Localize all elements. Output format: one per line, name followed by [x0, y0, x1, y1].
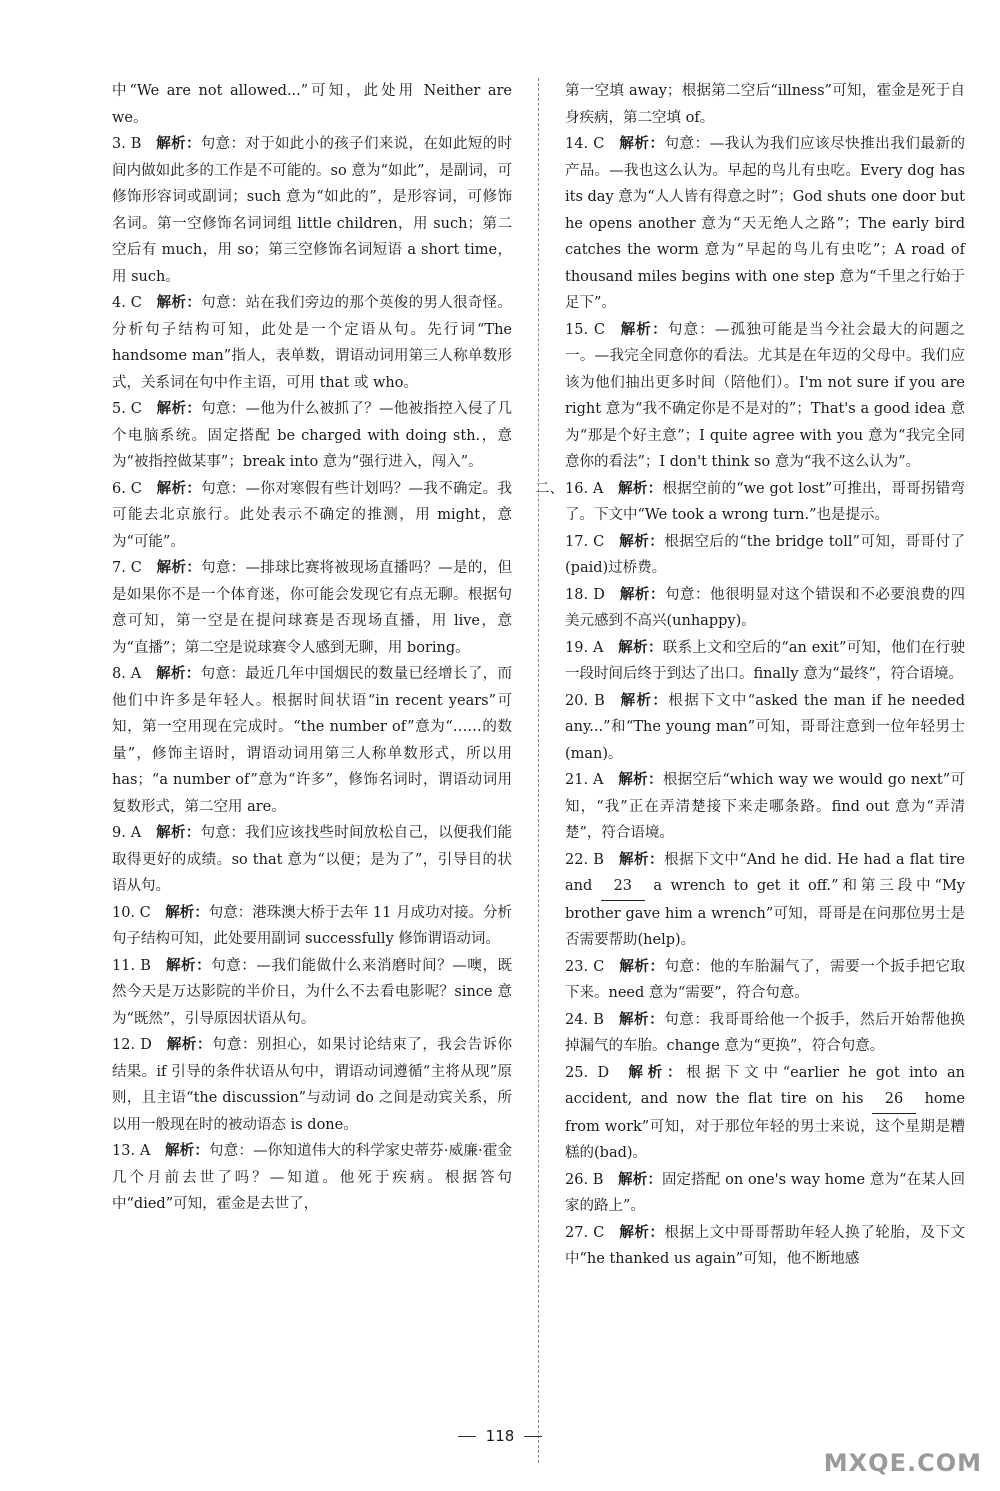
analysis-label: 解析：	[619, 320, 668, 338]
answer-text: 中“We are not allowed...”可知，此处用 Neither are we。	[112, 83, 512, 126]
page-number-dash-left	[458, 1436, 476, 1437]
answer-number: 23. C	[565, 958, 605, 975]
answer-number: 10. C	[112, 904, 151, 921]
answer-item	[112, 900, 512, 953]
answer-item	[565, 529, 965, 582]
answer-text: 句意：—孤独可能是当今社会最大的问题之一。—我完全同意你的看法。尤其是在年迈的父母中。我们应该为他们抽出更多时间（陪他们）。I'm not sure if you are right 意为“我不确定你是不是对的”；That's a good idea 意为“那是个好主意”；I quite agree with you 意为“我完全同意你的看法”；I don't think so 意为“我不这么认为”。	[565, 321, 966, 470]
page-number-value: 118	[485, 1427, 515, 1445]
analysis-label: 解析：	[618, 850, 665, 868]
answer-text: 句意：—排球比赛将被现场直播吗？—是的，但是如果你不是一个体育迷，你可能会发现它有点无聊。根据句意可知，第一空是在提问球赛是否现场直播，用 live，意为“直播”；第二空是说球赛令人感到无聊，用 boring。	[112, 560, 513, 656]
answer-number: 24. B	[565, 1011, 604, 1028]
answer-item	[565, 1007, 965, 1060]
answer-number: 18. D	[565, 586, 605, 603]
analysis-label: 解析：	[155, 665, 201, 682]
answer-number: 6. C	[112, 480, 142, 497]
answer-text: 句意：—我认为我们应该尽快推出我们最新的产品。—我也这么认为。早起的鸟儿有虫吃。Every dog has its day 意为“人人皆有得意之时”；God shuts one door but he opens another 意为“天无绝人之路”；The early bird catches the worm 意为“早起的鸟儿有虫吃”；A road of thousand miles begins with one step 意为“千里之行始于足下”。	[565, 136, 966, 311]
analysis-label: 解析：	[156, 294, 202, 311]
answer-text: 句意：他很明显对这个错误和不必要浪费的四美元感到不高兴(unhappy)。	[565, 586, 966, 629]
answer-item	[565, 767, 965, 847]
answer-item	[565, 131, 965, 317]
answer-item	[112, 396, 512, 476]
analysis-label: 解析：	[617, 771, 663, 788]
answer-item	[565, 688, 965, 768]
answer-text: 第一空填 away；根据第二空后“illness”可知，霍金是死于自身疾病，第二空填 of。	[565, 83, 965, 126]
answer-item	[535, 476, 966, 529]
analysis-label: 解析：	[156, 400, 202, 417]
answer-number: 15. C	[565, 321, 605, 338]
answer-text: 根据空后的“the bridge toll”可知，哥哥付了(paid)过桥费。	[565, 533, 966, 576]
answer-text: 根据下文中“And he did. He had a flat tire and	[565, 851, 966, 894]
analysis-label: 解析：	[155, 135, 201, 152]
answer-text: 联系上文和空后的“an exit”可知，他们在行驶一段时间后终于到达了出口。finally 意为“最终”，符合语境。	[565, 639, 965, 682]
answer-number: 27. C	[565, 1224, 605, 1241]
analysis-label: 解析：	[619, 585, 665, 603]
answer-number: 12. D	[112, 1037, 152, 1053]
answer-item	[112, 820, 512, 900]
answer-number: 19. A	[565, 639, 604, 656]
answer-text: 句意：站在我们旁边的那个英俊的男人很奇怪。分析句子结构可知，此处是一个定语从句。先行词“The handsome man”指人，表单数，谓语动词用第三人称单数形式，关系词在句中作主语，可用 that 或 who。	[112, 295, 513, 391]
answer-item	[565, 1167, 965, 1220]
analysis-label: 解析：	[617, 479, 663, 497]
answer-number: 7. C	[112, 560, 142, 576]
answer-item	[565, 847, 965, 954]
answer-number: 25. D	[565, 1064, 610, 1081]
answer-number: 5. C	[112, 401, 142, 417]
analysis-label: 解析：	[156, 559, 202, 576]
analysis-label: 解析：	[165, 903, 209, 921]
blank-number: 23	[601, 873, 645, 901]
answer-text-continued: a wrench to get it off.”和第三段中“My brother gave him a wrench”可知，哥哥是在问那位男士是否需要帮助(help)。	[565, 878, 966, 948]
answer-item	[565, 317, 965, 476]
answer-number: 8. A	[112, 666, 142, 682]
answer-text: 句意：别担心，如果讨论结束了，我会告诉你结果。if 引导的条件状语从句中，谓语动词遵循“主将从现”原则，且主语“the discussion”与动词 do 之间是动宾关系，所以用一般现在时的被动语态 is done。	[112, 1037, 513, 1133]
answer-text: 句意：他的车胎漏气了，需要一个扳手把它取下来。need 意为“需要”，符合句意。	[565, 958, 966, 1001]
analysis-label: 解析：	[166, 1036, 212, 1053]
answer-text: 根据下文中“asked the man if he needed any...”和“The young man”可知，哥哥注意到一位年轻男士(man)。	[565, 692, 966, 762]
analysis-label: 解析：	[164, 1142, 210, 1159]
answer-continuation	[565, 78, 965, 131]
page-number	[0, 1427, 1000, 1445]
analysis-label: 解析：	[156, 479, 202, 497]
analysis-label: 解析：	[618, 1010, 665, 1028]
answer-text: 句意：—他为什么被抓了？—他被指控入侵了几个电脑系统。固定搭配 be charged with doing sth.，意为“被指控做某事”；break into 意为“强行进入，闯入”。	[112, 401, 513, 470]
answer-text: 根据下文中“earlier he got into an accident, and now the flat tire on his	[565, 1064, 966, 1107]
right-column	[535, 78, 966, 1273]
answer-item	[112, 1138, 512, 1218]
answer-item	[112, 953, 512, 1033]
analysis-label: 解析：	[165, 956, 212, 974]
analysis-label: 解析：	[617, 1170, 662, 1188]
analysis-label: 解析：	[619, 691, 669, 709]
answer-item	[112, 476, 512, 556]
answer-text: 句意：最近几年中国烟民的数量已经增长了，而他们中许多是年轻人。根据时间状语“in recent years”可知，第一空用现在完成时。“the number of”意为“……的数量”，修饰主语时，谓语动词用第三人称单数形式，所以用 has；“a number of”意为“许多”，修饰名词时，谓语动词用复数形式，第二空用 are。	[112, 666, 513, 815]
answer-item	[112, 1032, 512, 1138]
analysis-label: 解析：	[623, 1063, 687, 1081]
answer-text: 根据上文中哥哥帮助年轻人换了轮胎，及下文中“he thanked us again”可知，他不断地感	[565, 1224, 966, 1267]
page-number-dash-right	[524, 1436, 542, 1437]
blank-number: 26	[872, 1086, 916, 1114]
analysis-label: 解析：	[618, 532, 665, 550]
answer-item	[565, 954, 965, 1007]
watermark-logo: MXQE.COM	[823, 1449, 982, 1477]
answer-number: 13. A	[112, 1143, 151, 1159]
answer-continuation	[112, 78, 512, 131]
answer-number: 9. A	[112, 825, 142, 841]
answer-text: 句意：—你对寒假有些计划吗？—我不确定。我可能去北京旅行。此处表示不确定的推测，用 might，意为“可能”。	[112, 480, 513, 550]
answer-text: 根据空前的“we got lost”可推出，哥哥拐错弯了。下文中“We took a wrong turn.”也是提示。	[565, 480, 966, 523]
answer-item	[565, 582, 965, 635]
answer-number: 22. B	[565, 851, 604, 868]
analysis-label: 解析：	[155, 824, 201, 841]
answer-number: 21. A	[565, 772, 604, 788]
answer-text: 句意：对于如此小的孩子们来说，在如此短的时间内做如此多的工作是不可能的。so 意为“如此”，是副词，可修饰形容词或副词；such 意为“如此的”，是形容词，可修饰名词。第一空修饰名词词组 little children，用 such；第二空后有 much，用 so；第三空修饰名词短语 a short time，用 such。	[112, 136, 512, 285]
answer-number: 17. C	[565, 533, 605, 550]
answer-item	[565, 1060, 965, 1167]
answer-number: 4. C	[112, 295, 142, 311]
answer-item	[112, 290, 512, 396]
left-column	[112, 78, 512, 1218]
answer-text: 句意：—我们能做什么来消磨时间？—噢，既然今天是万达影院的半价日，为什么不去看电影呢？since 意为“既然”，引导原因状语从句。	[112, 957, 513, 1027]
analysis-label: 解析：	[618, 957, 665, 975]
answer-item	[112, 661, 512, 820]
answer-text: 句意：我们应该找些时间放松自己，以便我们能取得更好的成绩。so that 意为“以便；是为了”，引导目的状语从句。	[112, 825, 513, 894]
answer-text: 固定搭配 on one's way home 意为“在某人回家的路上”。	[565, 1171, 966, 1214]
answer-text: 根据空后“which way we would go next”可知，“我”正在弄清楚接下来走哪条路。find out 意为“弄清楚”，符合语境。	[565, 772, 966, 841]
answer-text: 句意：我哥哥给他一个扳手，然后开始帮他换掉漏气的车胎。change 意为“更换”，符合句意。	[565, 1011, 966, 1054]
answer-item	[112, 555, 512, 661]
answer-item	[565, 635, 965, 688]
answer-text-continued: home from work”可知，对于那位年轻的男士来说，这个星期是糟糕的(bad)。	[565, 1091, 965, 1161]
analysis-label: 解析：	[618, 135, 665, 152]
column-divider	[538, 78, 539, 1463]
section-marker: 二、	[535, 480, 564, 497]
answer-number: 3. B	[112, 136, 142, 152]
analysis-label: 解析：	[617, 638, 663, 656]
answer-number: 14. C	[565, 136, 605, 152]
answer-number: 11. B	[112, 957, 151, 974]
answer-item	[565, 1220, 965, 1273]
answer-number: 16. A	[565, 480, 604, 497]
analysis-label: 解析：	[618, 1223, 665, 1241]
answer-text: 句意：港珠澳大桥于去年 11 月成功对接。分析句子结构可知，此处要用副词 successfully 修饰谓语动词。	[112, 904, 513, 947]
answer-number: 20. B	[565, 692, 605, 709]
answer-number: 26. B	[565, 1171, 604, 1188]
answer-text: 句意：—你知道伟大的科学家史蒂芬·威廉·霍金几个月前去世了吗？—知道。他死于疾病。根据答句中“died”可知，霍金是去世了，	[112, 1143, 513, 1212]
answer-item	[112, 131, 512, 290]
